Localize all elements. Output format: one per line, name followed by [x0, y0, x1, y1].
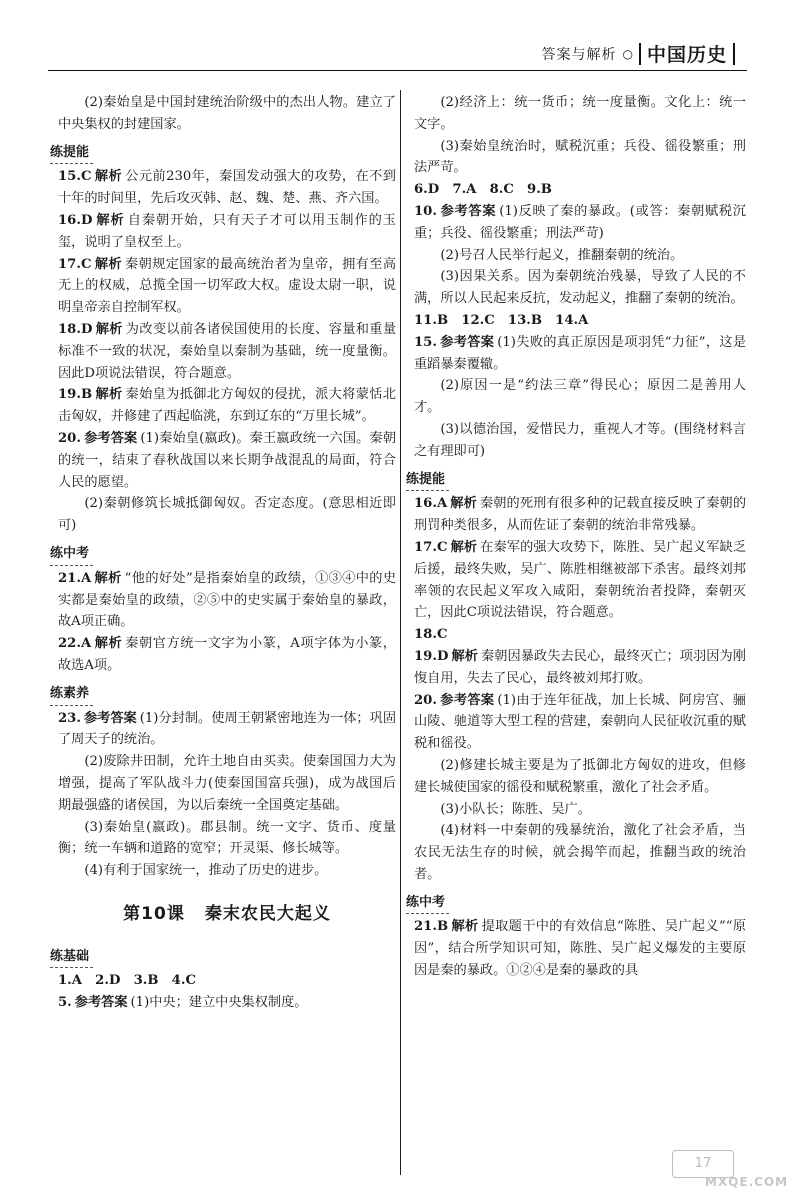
item-text: 在秦军的强大攻势下，陈胜、吴广起义军缺乏后援，最终失败，吴广、陈胜相继被部下杀害。最终刘邦率领的农民起义军攻入咸阳，秦朝统治者投降，秦朝灭亡，因此C项说法错误，符合题意。 — [414, 539, 747, 621]
item-number: 18.D — [58, 321, 93, 337]
item-keyword: 参考答案 — [439, 692, 495, 708]
item-number: 20. — [58, 430, 81, 446]
item-keyword: 解析 — [95, 387, 123, 403]
item-number: 17.C — [414, 539, 448, 555]
answer-subitem: (2)经济上：统一货币；统一度量衡。文化上：统一文字。 — [414, 95, 746, 132]
item-number: 22.A — [58, 636, 92, 652]
answer-item-10 — [414, 201, 746, 245]
item-text: 秦朝的死刑有很多种的记载直接反映了秦朝的刑罚种类很多，从而佐证了秦朝的统治非常残暴。 — [414, 496, 747, 534]
item-text: (1)中央；建立中央集权制度。 — [130, 995, 308, 1011]
answer-subitem: (2)原因一是“约法三章”得民心；原因二是善用人才。 — [414, 378, 746, 416]
section-heading: 练中考 — [406, 892, 449, 915]
answer-item-21 — [414, 916, 746, 981]
item-text: 公元前230年，秦国发动强大的攻势，在不到十年的时间里，先后攻灭韩、赵、魏、楚、燕、齐六国。 — [58, 169, 396, 207]
item-number: 15.C — [58, 169, 92, 185]
answer-subitem: (3)秦始皇(嬴政)。郡县制。统一文字、货币、度量衡；统一车辆和道路的宽窄；开灵渠、修长城等。 — [58, 819, 396, 857]
item-text: 为改变以前各诸侯国使用的长度、容量和重量标准不一致的状况，秦始皇以秦制为基础，统一度量衡。因此D项说法错误，符合题意。 — [58, 321, 397, 381]
answer-item-16 — [414, 493, 746, 537]
section-heading: 练基础 — [50, 946, 93, 969]
item-text: 秦朝因暴政失去民心，最终灭亡；项羽因为刚愎自用，失去了民心，最终被刘邦打败。 — [414, 648, 746, 686]
section-heading: 练提能 — [406, 469, 449, 492]
answer-subitem: (2)号召人民举行起义，推翻秦朝的统治。 — [440, 247, 684, 263]
item-number: 16.D — [58, 212, 93, 228]
answer-subitem: (3)因果关系。因为秦朝统治残暴，导致了人民的不满，所以人民起来反抗，发动起义，推翻了秦朝的统治。 — [414, 269, 746, 307]
lesson-title — [58, 904, 396, 926]
item-number: 19.D — [414, 648, 449, 664]
header-circle-icon: ○ — [622, 46, 633, 61]
answer-item-18: 18.C — [414, 627, 448, 643]
watermark: MXQE.COM — [705, 1175, 789, 1189]
answer-item-5 — [58, 992, 396, 1014]
item-keyword: 解析 — [94, 169, 123, 185]
header-subtitle: 答案与解析 — [541, 46, 617, 63]
answer-item-20 — [414, 690, 746, 755]
item-number: 15. — [414, 334, 437, 350]
item-text: (1)由于连年征战，加上长城、阿房宫、骊山陵、驰道等大型工程的营建，秦朝向人民征收沉重的赋税和徭役。 — [414, 692, 746, 752]
answer-subitem: (2)废除井田制，允许土地自由买卖。使秦国国力大为增强，提高了军队战斗力(使秦国国富兵强)，成为战国后期最强盛的诸侯国，为以后秦统一全国奠定基础。 — [58, 754, 396, 813]
item-number: 23. — [58, 710, 81, 726]
page-number: 17 — [672, 1150, 734, 1178]
item-number: 21.A — [58, 570, 92, 586]
item-text: “他的好处”是指秦始皇的政绩，①③④中的史实都是秦始皇的政绩，②⑤中的史实属于秦始皇的暴政，故A项正确。 — [58, 570, 397, 630]
item-keyword: 参考答案 — [439, 334, 495, 350]
answer-item-15 — [414, 332, 746, 376]
answer-item-17 — [414, 537, 746, 624]
answer-item-23 — [58, 708, 396, 752]
item-keyword: 参考答案 — [439, 203, 497, 219]
answer-line: 6.D 7.A 8.C 9.B — [414, 182, 552, 198]
answer-subitem: (3)秦始皇统治时，赋税沉重；兵役、徭役繁重；刑法严苛。 — [414, 138, 746, 176]
answer-subitem: (2)修建长城主要是为了抵御北方匈奴的进攻，但修建长城使国家的徭役和赋税繁重，激化了社会矛盾。 — [414, 757, 746, 795]
item-text: 提取题干中的有效信息“陈胜、吴广起义”“原因”，结合所学知识可知，陈胜、吴广起义爆发的主要原因是秦的暴政。①②④是秦的暴政的具 — [414, 919, 747, 979]
answer-subitem: (4)材料一中秦朝的残暴统治，激化了社会矛盾，当农民无法生存的时候，就会揭竿而起，推翻当政的统治者。 — [414, 823, 746, 882]
item-text: (1)秦始皇(嬴政)。秦王嬴政统一六国。秦朝的统一，结束了春秋战国以来长期争战混乱的局面，符合人民的愿望。 — [58, 430, 397, 490]
item-keyword: 解析 — [450, 496, 477, 512]
answer-paragraph: (2)秦始皇是中国封建统治阶级中的杰出人物。建立了中央集权的封建国家。 — [58, 95, 396, 132]
answer-item-22 — [58, 633, 396, 677]
answer-item-17 — [58, 254, 396, 319]
item-text: (1)反映了秦的暴政。(或答：秦朝赋税沉重；兵役、徭役繁重；刑法严苛) — [414, 203, 746, 241]
item-keyword: 解析 — [94, 570, 122, 586]
header-title: 中国历史 — [646, 44, 727, 66]
item-text: 秦朝官方统一文字为小篆，A项字体为小篆，故选A项。 — [58, 636, 396, 673]
item-keyword: 解析 — [94, 256, 122, 272]
item-number: 21.B — [414, 919, 449, 935]
answer-line: 11.B 12.C 13.B 14.A — [414, 312, 589, 328]
answer-item-16 — [58, 210, 396, 254]
page-header — [542, 40, 736, 67]
item-number: 16.A — [414, 496, 448, 512]
item-number: 5. — [58, 995, 72, 1011]
answer-line: 1.A 2.D 3.B 4.C — [58, 973, 196, 989]
item-text: 自秦朝开始，只有天子才可以用玉制作的玉玺，说明了皇权至上。 — [58, 212, 396, 250]
item-keyword: 解析 — [95, 212, 125, 228]
answer-subitem: (2)秦朝修筑长城抵御匈奴。否定态度。(意思相近即可) — [58, 496, 396, 534]
item-number: 17.C — [58, 256, 92, 272]
section-heading: 练提能 — [50, 142, 93, 165]
answer-item-18 — [58, 319, 396, 384]
header-divider-right — [733, 43, 735, 65]
right-column — [406, 92, 747, 982]
item-keyword: 参考答案 — [83, 710, 137, 726]
item-text: 秦始皇为抵御北方匈奴的侵扰，派大将蒙恬北击匈奴，并修建了西起临洮，东到辽东的“万里长城”。 — [58, 387, 396, 425]
item-keyword: 解析 — [451, 648, 478, 664]
left-column — [50, 92, 397, 1014]
item-number: 10. — [414, 203, 437, 219]
item-text: (1)分封制。使周王朝紧密地连为一体；巩固了周天子的统治。 — [58, 710, 397, 748]
header-rule — [48, 70, 747, 71]
lesson-name: 秦末农民大起义 — [204, 903, 331, 924]
answer-subitem: (4)有利于国家统一，推动了历史的进步。 — [84, 863, 328, 879]
lesson-number: 第10课 — [123, 903, 185, 924]
answer-item-21 — [58, 568, 396, 633]
section-heading: 练中考 — [50, 543, 93, 566]
answer-item-20 — [58, 428, 396, 493]
item-keyword: 解析 — [451, 919, 479, 935]
item-text: 秦朝规定国家的最高统治者为皇帝，拥有至高无上的权威，总揽全国一切军政大权。虚设太尉一职，说明皇帝亲自控制军权。 — [58, 256, 397, 316]
answer-item-15 — [58, 166, 396, 210]
item-keyword: 参考答案 — [83, 430, 138, 446]
item-number: 20. — [414, 692, 437, 708]
answer-item-19 — [414, 646, 746, 690]
answer-subitem: (3)以德治国，爱惜民力，重视人才等。(围绕材料言之有理即可) — [414, 421, 746, 459]
item-number: 19.B — [58, 387, 93, 403]
answer-subitem: (3)小队长；陈胜、吴广。 — [440, 801, 591, 817]
item-keyword: 参考答案 — [74, 995, 128, 1011]
column-divider — [400, 90, 401, 1175]
item-keyword: 解析 — [94, 636, 123, 652]
item-keyword: 解析 — [95, 321, 123, 337]
answer-item-19 — [58, 384, 396, 428]
section-heading: 练素养 — [50, 683, 93, 706]
item-text: (1)失败的真正原因是项羽凭“力征”，这是重蹈暴秦覆辙。 — [414, 334, 747, 372]
header-divider — [639, 43, 641, 65]
item-keyword: 解析 — [450, 539, 478, 555]
